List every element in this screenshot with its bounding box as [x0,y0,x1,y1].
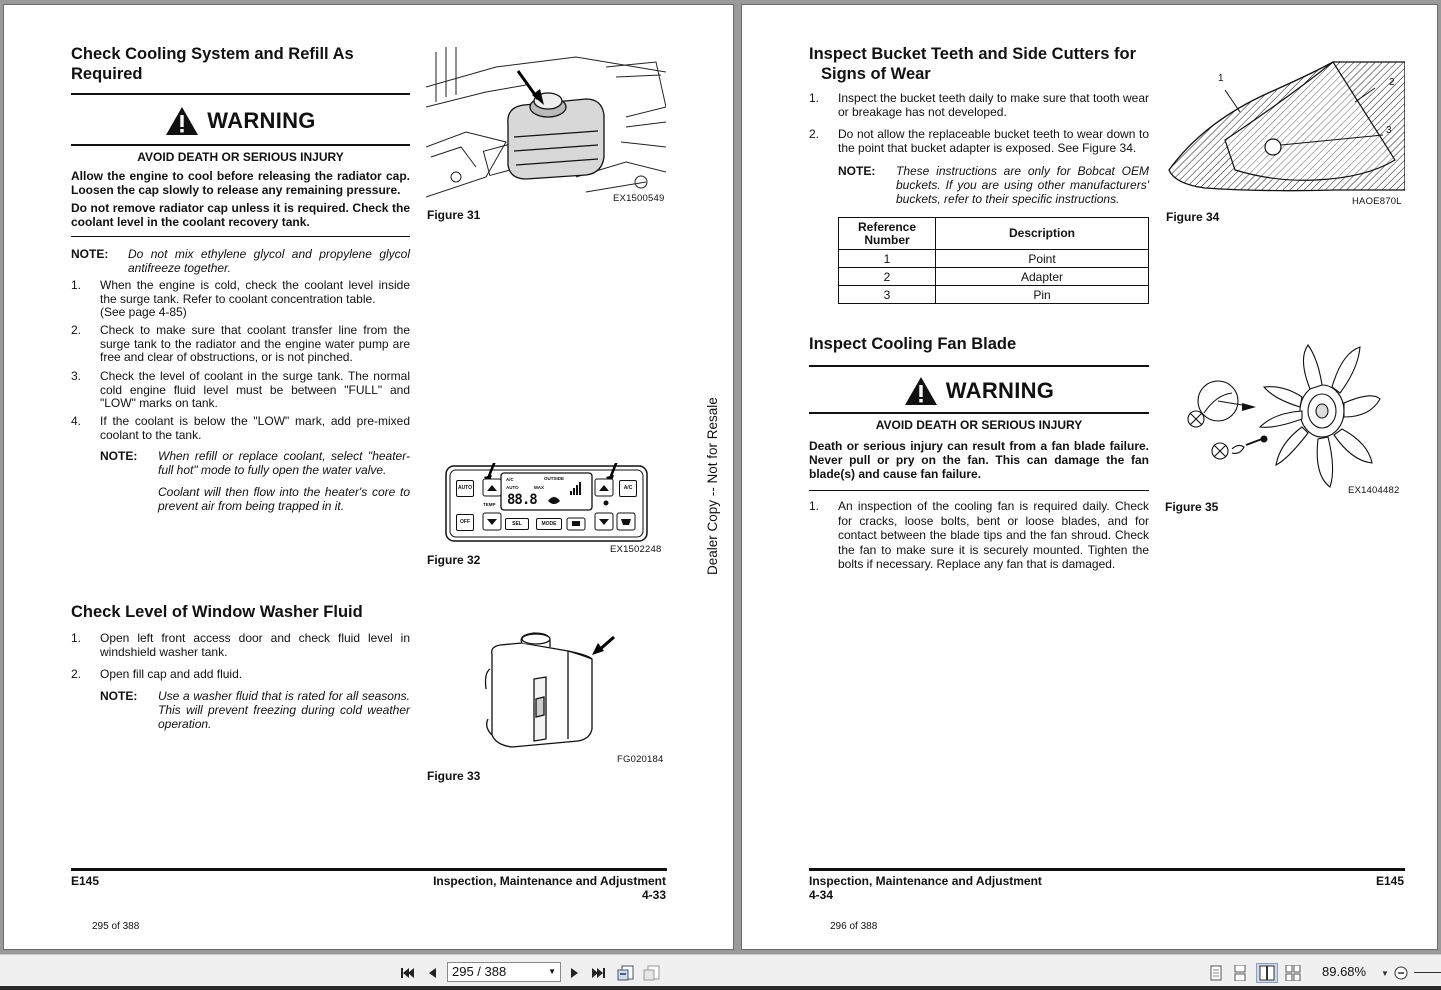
note-heater [100,449,410,519]
footer-rule [809,868,1405,871]
table-cell: 2 [839,268,936,286]
figure-35-caption: Figure 35 [1165,500,1219,514]
figure-33-caption: Figure 33 [427,769,481,783]
step-number: 1. [809,91,820,105]
table-cell: 3 [839,286,936,304]
step-text: Check to make sure that coolant transfer line from the surge tank to the radiator and the engine water pump are free and clear of obstructions, or is not pinched. [100,323,410,364]
reference-table [838,217,1149,304]
warning-bottom-rule [809,490,1149,491]
warning-header [809,375,1149,407]
note-bobcat [838,164,1149,208]
step-text: Do not allow the replaceable bucket teeth to wear down to the point that bucket adapter is exposed. See Figure 34. [838,127,1149,155]
figure-35-image [1182,339,1382,489]
figure-32-image [445,463,648,543]
avoid-injury-text: AVOID DEATH OR SERIOUS INJURY [875,418,1083,432]
taskbar-edge [0,986,1441,990]
footer-rule [71,868,667,871]
next-view-icon [643,965,661,981]
note-text: Use a washer fluid that is rated for all seasons. This will prevent freezing during cold weather operation. [158,689,410,731]
footer-model: E145 [1375,874,1404,888]
hvac-display-auto: AUTO [506,485,519,490]
figure-32-code: EX1502248 [610,544,662,555]
step-text: If the coolant is below the "LOW" mark, add pre-mixed coolant to the tank. [100,414,410,442]
list-item [71,632,410,660]
table-row [839,250,1149,268]
warning-header [71,105,410,137]
prev-page-icon [426,966,438,980]
continuous-facing-icon [1285,965,1301,981]
zoom-slider-track[interactable] [1414,972,1441,973]
note-text: Do not mix ethylene glycol and propylene glycol antifreeze together. [128,247,410,275]
continuous-view-button[interactable] [1231,963,1249,983]
zoom-dropdown-chevron-icon[interactable]: ▼ [1381,968,1389,978]
chevron-down-icon[interactable]: ▼ [548,967,556,976]
table-cell: Point [936,250,1149,268]
page-count-label: 296 of 388 [830,921,878,932]
avoid-injury-text: AVOID DEATH OR SERIOUS INJURY [137,150,344,164]
list-item [809,128,1149,156]
note-label: NOTE: [100,449,138,463]
facing-icon [1259,965,1275,981]
figure-31-caption: Figure 31 [427,208,481,222]
page-number-input[interactable]: 295 / 388 ▼ [447,962,561,982]
last-page-icon [592,966,606,980]
note-text: These instructions are only for Bobcat OEM buckets. If you are using other manufacturers' buckets, refer to their specific instructions. [896,164,1149,206]
callout-2: 2 [1389,77,1395,88]
list-item [71,415,410,443]
warning-body: Death or serious injury can result from a fan blade failure. Never pull or pry on the fan. This can damage the fan blade(s) and cause fan failure. [809,439,1149,481]
hvac-display-digits: 88.8 [507,492,537,508]
hvac-ac-button: A/C [619,480,637,497]
warning-bottom-rule [71,236,410,237]
step-number: 2. [71,323,82,337]
single-page-icon [1210,965,1222,981]
warning-mid-rule [71,144,410,146]
step-number: 3. [71,369,82,383]
step-number: 1. [71,631,82,645]
single-page-view-button[interactable] [1207,963,1225,983]
next-view-button[interactable] [642,963,662,983]
footer-model: E145 [71,874,100,888]
step-text: An inspection of the cooling fan is required daily. Check for cracks, loose bolts, bent or loose blades, and for contact between the blade tips and the fan shroud. Check the fan to make sure it is securely mounted. Tighten the bolts if necessary. Replace any fan that is damaged. [838,499,1149,571]
step-text: Open left front access door and check fluid level in windshield washer tank. [100,631,410,659]
callout-3: 3 [1386,125,1392,136]
viewer-toolbar [0,954,1441,990]
figure-32-caption: Figure 32 [427,553,481,567]
table-row [839,286,1149,304]
figure-31-image [426,47,666,207]
table-cell: 1 [839,250,936,268]
section-title-cooling-fan: Inspect Cooling Fan Blade [809,335,1017,353]
last-page-button[interactable] [590,963,608,983]
list-item [71,370,410,412]
warning-triangle-icon [165,106,199,136]
figure-33-image [482,629,620,751]
warning-top-rule [809,365,1149,367]
next-page-icon [569,966,581,980]
figure-33-code: FG020184 [617,754,664,765]
figure-34-image [1165,60,1405,200]
prev-view-button[interactable] [616,963,636,983]
page-295 [3,4,734,950]
dealer-copy-watermark: Dealer Copy -- Not for Resale [705,397,720,575]
warning-label: WARNING [207,108,316,133]
section-title-bucket-teeth: Inspect Bucket Teeth and Side Cutters for Signs of Wear [809,45,1137,83]
hvac-mode-button: MODE [536,518,562,530]
table-header-row [839,218,1149,250]
warning-mid-rule [809,412,1149,414]
hvac-temp-label: TEMP [483,502,496,507]
zoom-out-icon [1394,966,1408,980]
figure-34-caption: Figure 34 [1166,210,1220,224]
continuous-facing-view-button[interactable] [1284,963,1302,983]
step-text: Inspect the bucket teeth daily to make sure that tooth wear or breakage has not developed. [838,91,1149,119]
note-text: When refill or replace coolant, select "heater-full hot" mode to fully open the water valve. Coolant will then flow into the heater's core to prevent air from being trapped in it. [158,449,410,513]
table-header: Description [936,218,1149,250]
figure-34-code: HAOE870L [1352,196,1402,207]
step-number: 2. [809,127,820,141]
prev-page-button[interactable] [423,963,441,983]
table-cell: Pin [936,286,1149,304]
list-item [809,92,1149,120]
hvac-auto-button: AUTO [456,480,474,497]
warning-top-rule [71,93,410,95]
step-text: Check the level of coolant in the surge tank. The normal cold engine fluid level must be between "FULL" and "LOW" marks on tank. [100,369,410,410]
section-title-washer-fluid: Check Level of Window Washer Fluid [71,603,363,621]
prev-view-icon [617,965,635,981]
note-washer [100,689,410,733]
page-count-label: 295 of 388 [92,921,140,932]
hvac-off-button: OFF [456,514,474,531]
hvac-display-ac: A/C [506,477,514,482]
warning-body-2: Do not remove radiator cap unless it is required. Check the coolant level in the coolant recovery tank. [71,201,410,229]
figure-35-code: EX1404482 [1348,485,1400,496]
hvac-display-outside: OUTSIDE [544,476,565,481]
note-label: NOTE: [100,689,138,703]
table-header: Reference Number [839,218,936,250]
step-number: 1. [71,278,82,292]
note-glycol [71,247,410,275]
hvac-sel-button: SEL [505,518,529,530]
step-text: When the engine is cold, check the coolant level inside the surge tank. Refer to coolant concentration table. (See page 4-85) [100,278,410,319]
list-item [809,499,1149,571]
warning-body-1: Allow the engine to cool before releasing the radiator cap. Loosen the cap slowly to release any remaining pressure. [71,169,410,197]
section-title-cooling-system: Check Cooling System and Refill As Required [71,45,354,83]
step-number: 2. [71,667,82,681]
step-number: 4. [71,414,82,428]
hvac-display-max: MAX [534,485,544,490]
page-296 [741,4,1438,950]
warning-triangle-icon [904,376,938,406]
first-page-icon [400,966,414,980]
next-page-button[interactable] [566,963,584,983]
list-item [71,668,410,682]
table-cell: Adapter [936,268,1149,286]
zoom-level[interactable]: 89.68% [1322,964,1367,979]
zoom-out-button[interactable] [1393,963,1409,983]
step-number: 1. [809,499,820,513]
footer-section: Inspection, Maintenance and Adjustment 4-34 [809,874,1042,902]
hvac-panel-outline [445,463,648,543]
figure-31-code: EX1500549 [613,193,665,204]
callout-1: 1 [1218,73,1224,84]
warning-label: WARNING [945,378,1055,403]
first-page-button[interactable] [398,963,416,983]
list-item [71,324,410,366]
table-row [839,268,1149,286]
note-label: NOTE: [71,247,109,261]
continuous-icon [1234,965,1246,981]
list-item [71,279,410,321]
footer-section: Inspection, Maintenance and Adjustment 4-33 [433,874,666,902]
note-label: NOTE: [838,164,876,178]
facing-view-button[interactable] [1256,963,1278,983]
step-text: Open fill cap and add fluid. [100,667,243,681]
